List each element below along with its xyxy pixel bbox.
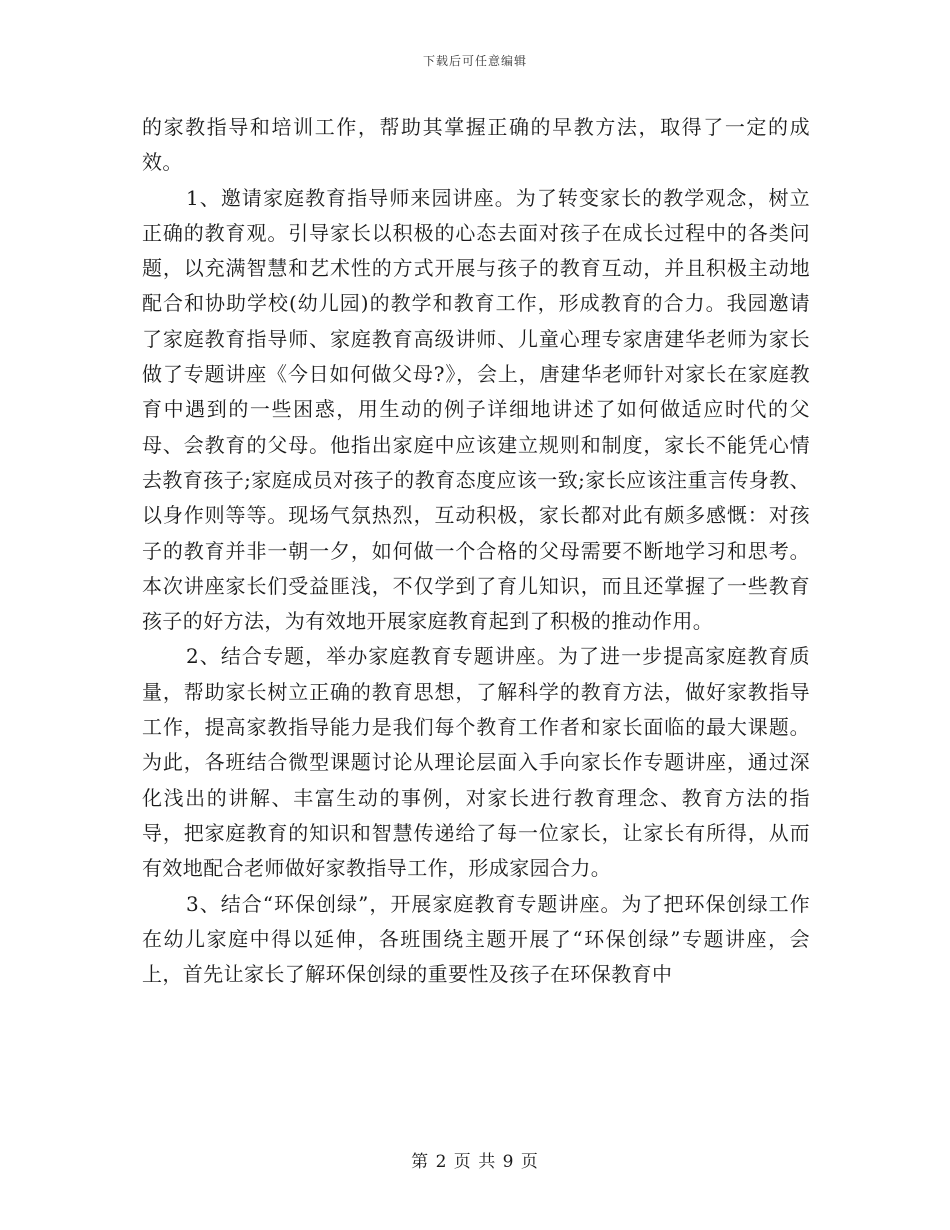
paragraph: 的家教指导和培训工作，帮助其掌握正确的早教方法，取得了一定的成效。: [142, 115, 810, 175]
page-number: 第 2 页 共 9 页: [411, 1152, 539, 1172]
paragraph: 2、结合专题，举办家庭教育专题讲座。为了进一步提高家庭教育质量，帮助家长树立正确的教育思想，了解科学的教育方法，做好家教指导工作，提高家教指导能力是我们每个教育工作者和家长面临的最大课题。为此，各班结合微型课题讨论从理论层面入手向家长作专题讲座，通过深化浅出的讲解、丰富生动的事例，对家长进行教育理念、教育方法的指导，把家庭教育的知识和智慧传递给了每一位家长，让家长有所得，从而有效地配合老师做好家教指导工作，形成家园合力。: [142, 644, 810, 881]
paragraph: 3、结合“环保创绿”，开展家庭教育专题讲座。为了把环保创绿工作在幼儿家庭中得以延伸，各班围绕主题开展了“环保创绿”专题讲座，会上，首先让家长了解环保创绿的重要性及孩子在环保教育中: [142, 891, 810, 987]
document-body: [142, 110, 810, 992]
page-header: 下载后可任意编辑: [422, 54, 527, 68]
paragraph: 1、邀请家庭教育指导师来园讲座。为了转变家长的教学观念，树立正确的教育观。引导家长以积极的心态去面对孩子在成长过程中的各类问题，以充满智慧和艺术性的方式开展与孩子的教育互动，并且积极主动地配合和协助学校(幼儿园)的教学和教育工作，形成教育的合力。我园邀请了家庭教育指导师、家庭教育高级讲师、儿童心理专家唐建华老师为家长做了专题讲座《今日如何做父母?》，会上，唐建华老师针对家长在家庭教育中遇到的一些困惑，用生动的例子详细地讲述了如何做适应时代的父母、会教育的父母。他指出家庭中应该建立规则和制度，家长不能凭心情去教育孩子;家庭成员对孩子的教育态度应该一致;家长应该注重言传身教、以身作则等等。现场气氛热烈，互动积极，家长都对此有颇多感慨：对孩子的教育并非一朝一夕，如何做一个合格的父母需要不断地学习和思考。本次讲座家长们受益匪浅，不仅学到了育儿知识，而且还掌握了一些教育孩子的好方法，为有效地开展家庭教育起到了积极的推动作用。: [142, 185, 810, 634]
